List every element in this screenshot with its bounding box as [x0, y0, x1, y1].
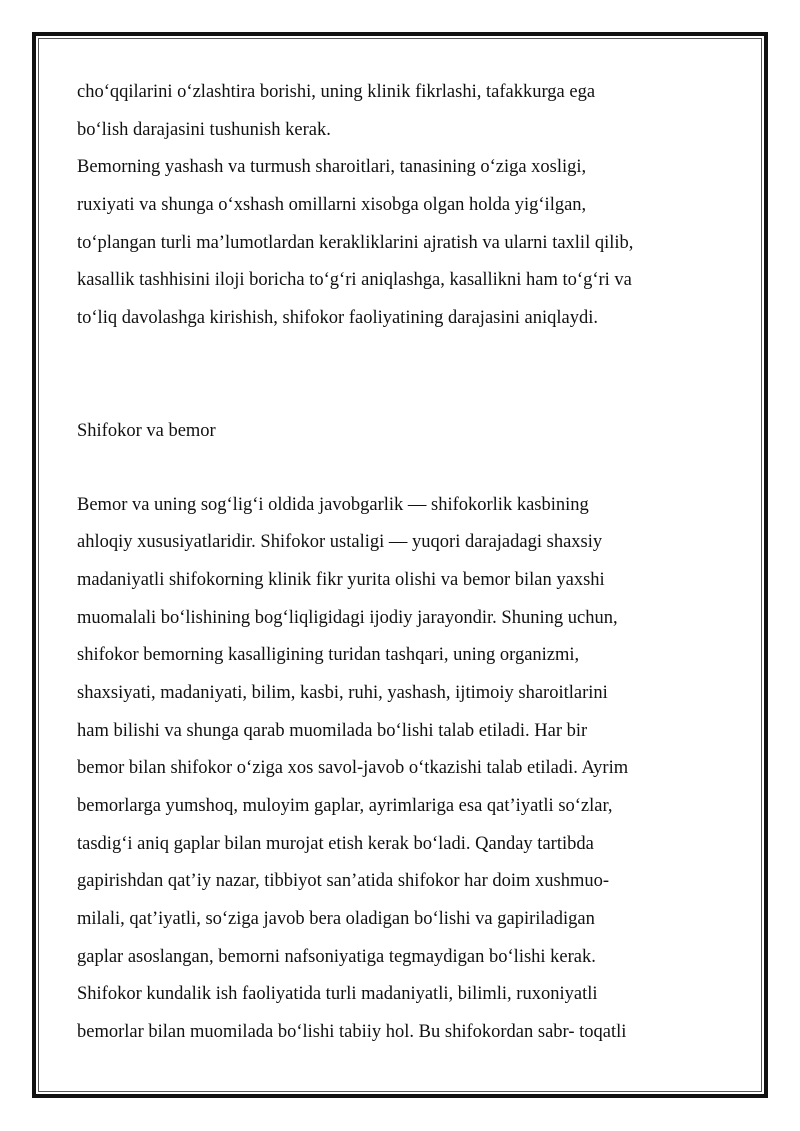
text-line: kasallik tashhisini iloji boricha to‘g‘ri aniqlashga, kasallikni ham to‘g‘ri va — [77, 270, 632, 291]
text-line: bemor bilan shifokor o‘ziga xos savol-javob o‘tkazishi talab etiladi. Ayrim — [77, 758, 629, 779]
text-line: shaxsiyati, madaniyati, bilim, kasbi, ruhi, yashash, ijtimoiy sharoitlarini — [77, 682, 608, 703]
text-line: Bemorning yashash va turmush sharoitlari, tanasining o‘ziga xosligi, — [77, 157, 587, 178]
text-line: to‘liq davolashga kirishish, shifokor faoliyatining darajasini aniqlaydi. — [77, 308, 598, 329]
paragraph — [77, 487, 727, 1052]
text-line: cho‘qqilarini o‘zlashtira borishi, uning klinik fikrlashi, tafakkurga ega — [77, 82, 596, 102]
text-line: ahloqiy xususiyatlaridir. Shifokor ustaligi — yuqori darajadagi shaxsiy — [77, 532, 603, 553]
text-line: muomalali bo‘lishining bog‘liqligidagi ijodiy jarayondir. Shuning uchun, — [77, 607, 618, 628]
paragraph — [77, 74, 727, 149]
paragraph — [77, 149, 727, 337]
text-line: gapirishdan qat’iy nazar, tibbiyot san’atida shifokor har doim xushmuo- — [77, 871, 610, 892]
document-body — [77, 74, 727, 1052]
text-line: Bemor va uning sog‘lig‘i oldida javobgarlik — shifokorlik kasbining — [77, 494, 589, 515]
text-line: bemorlar bilan muomilada bo‘lishi tabiiy hol. Bu shifokordan sabr- toqatli — [77, 1022, 627, 1043]
text-line: madaniyatli shifokorning klinik fikr yurita olishi va bemor bilan yaxshi — [77, 569, 605, 590]
section-heading: Shifokor va bemor — [77, 420, 216, 441]
text-line: to‘plangan turli ma’lumotlardan kerakliklarini ajratish va ularni taxlil qilib, — [77, 232, 634, 253]
text-line: tasdig‘i aniq gaplar bilan murojat etish kerak bo‘ladi. Qanday tartibda — [77, 833, 594, 854]
text-line: milali, qat’iyatli, so‘ziga javob bera oladigan bo‘lishi va gapiriladigan — [77, 909, 595, 930]
text-line: Shifokor kundalik ish faoliyatida turli madaniyatli, bilimli, ruxoniyatli — [77, 984, 598, 1005]
text-line: ham bilishi va shunga qarab muomilada bo‘lishi talab etiladi. Har bir — [77, 720, 588, 741]
text-line: bemorlarga yumshoq, muloyim gaplar, ayrimlariga esa qat’iyatli so‘zlar, — [77, 796, 613, 816]
text-line: shifokor bemorning kasalligining turidan tashqari, uning organizmi, — [77, 645, 580, 666]
text-line: ruxiyati va shunga o‘xshash omillarni xisobga olgan holda yig‘ilgan, — [77, 195, 587, 216]
text-line: bo‘lish darajasini tushunish kerak. — [77, 119, 331, 140]
text-line: gaplar asoslangan, bemorni nafsoniyatiga tegmaydigan bo‘lishi kerak. — [77, 946, 596, 967]
